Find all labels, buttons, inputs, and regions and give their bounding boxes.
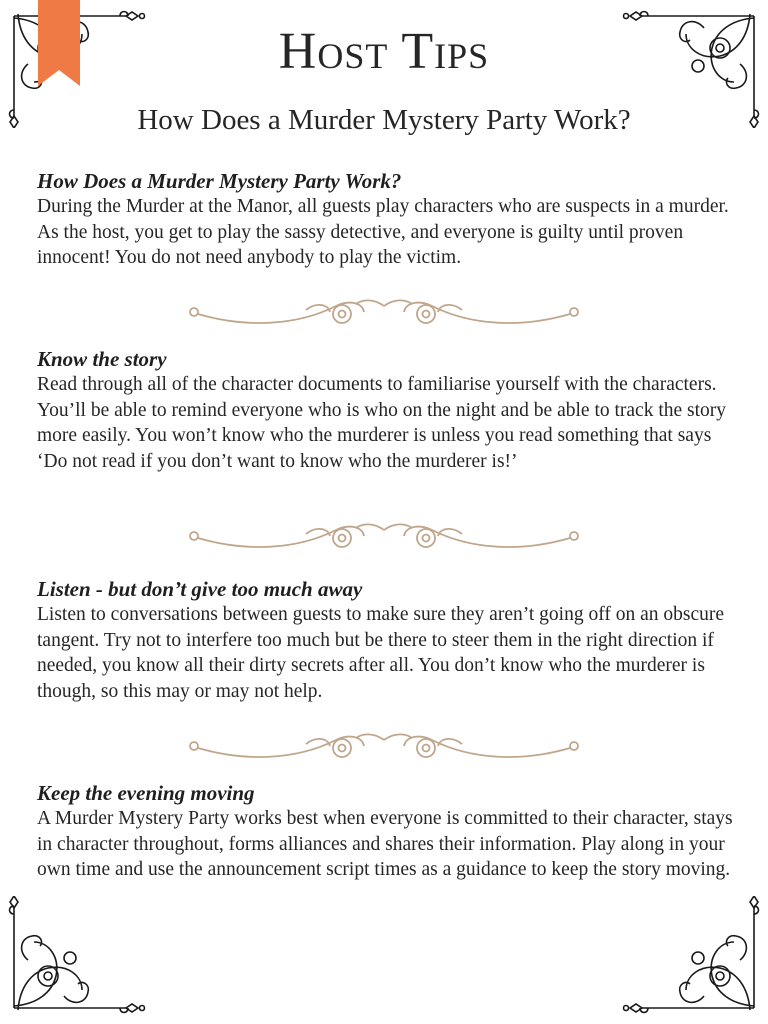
corner-ornament-icon — [8, 896, 148, 1016]
section-body: A Murder Mystery Party works best when everyone is committed to their character, stays in character throughout, forms alliances and shares their information. Play along in your own time and use the announcement script times as a guidance to keep the story moving. — [37, 808, 733, 881]
tip-section — [37, 346, 737, 474]
page-title: Host Tips — [278, 23, 490, 80]
flourish-divider-icon — [186, 292, 582, 332]
section-heading: Know the story — [37, 347, 167, 371]
tip-section — [37, 576, 737, 704]
page-subtitle: How Does a Murder Mystery Party Work? — [137, 104, 631, 136]
flourish-divider-icon — [186, 726, 582, 766]
tip-section — [37, 168, 737, 271]
section-heading: Listen - but don’t give too much away — [37, 577, 363, 601]
corner-ornament-icon — [620, 896, 760, 1016]
flourish-divider-icon — [186, 516, 582, 556]
section-heading: How Does a Murder Mystery Party Work? — [37, 169, 402, 193]
tip-section — [37, 780, 737, 883]
section-body: During the Murder at the Manor, all guests play characters who are suspects in a murder. As the host, you get to play the sassy detective, and everyone is guilty until proven innocent! You do not need anybody to play the victim. — [37, 196, 729, 269]
section-heading: Keep the evening moving — [37, 781, 255, 805]
section-body: Read through all of the character documents to familiarise yourself with the characters. You’ll be able to remind everyone who is who on the night and be able to track the story more easily. You won’t know who the murderer is unless you read something that says ‘Do not read if you don’t want to know who the murderer is!’ — [37, 374, 727, 472]
section-body: Listen to conversations between guests to make sure they aren’t going off on an obscure tangent. Try not to interfere too much but be there to steer them in the right direction if needed, you know all their dirty secrets after all. You don’t know who the murderer is though, so this may or may not help. — [37, 604, 725, 702]
